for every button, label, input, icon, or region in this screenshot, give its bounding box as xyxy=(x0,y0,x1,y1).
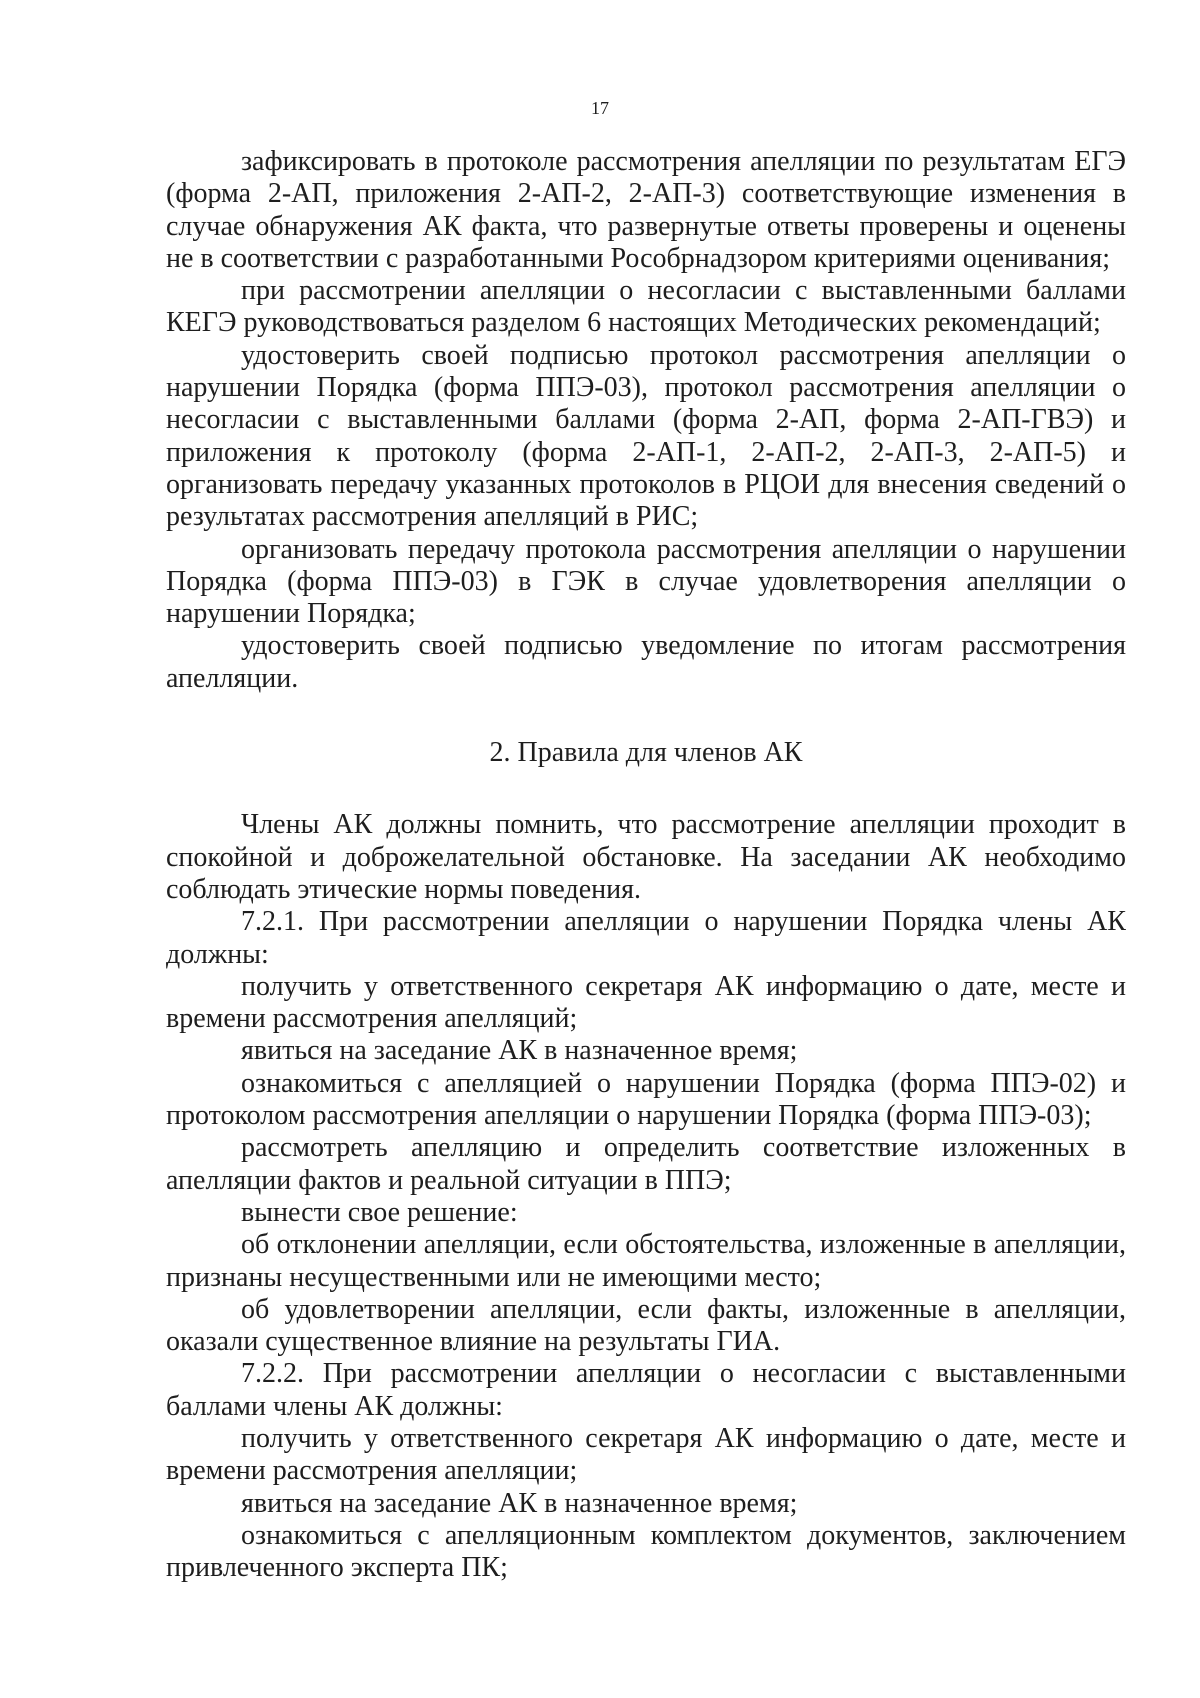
paragraph: удостоверить своей подписью уведомление по итогам рассмотрения апелляции. xyxy=(166,630,1126,694)
paragraph: при рассмотрении апелляции о несогласии с выставленными баллами КЕГЭ руководствоваться разделом 6 настоящих Методических рекомендаций; xyxy=(166,275,1126,339)
section-heading: 2. Правила для членов АК xyxy=(489,737,803,769)
paragraph: ознакомиться с апелляционным комплектом документов, заключением привлеченного эксперта ПК; xyxy=(166,1519,1126,1584)
paragraph: получить у ответственного секретаря АК информацию о дате, месте и времени рассмотрения апелляций; xyxy=(166,970,1126,1035)
paragraph: вынести свое решение: xyxy=(241,1196,518,1228)
paragraph: 7.2.2. При рассмотрении апелляции о несогласии с выставленными баллами члены АК должны: xyxy=(166,1358,1126,1422)
paragraph: ознакомиться с апелляцией о нарушении Порядка (форма ППЭ-02) и протоколом рассмотрения апелляции о нарушении Порядка (форма ППЭ-03); xyxy=(166,1067,1126,1132)
paragraph: получить у ответственного секретаря АК информацию о дате, месте и времени рассмотрения апелляции; xyxy=(166,1422,1126,1487)
paragraph: явиться на заседание АК в назначенное время; xyxy=(241,1487,798,1519)
paragraph: Члены АК должны помнить, что рассмотрение апелляции проходит в спокойной и доброжелательной обстановке. На заседании АК необходимо соблюдать этические нормы поведения. xyxy=(166,809,1126,905)
paragraph: об удовлетворении апелляции, если факты, изложенные в апелляции, оказали существенное влияние на результаты ГИА. xyxy=(166,1293,1126,1358)
paragraph: об отклонении апелляции, если обстоятельства, изложенные в апелляции, признаны несущественными или не имеющими место; xyxy=(166,1229,1126,1293)
paragraph: организовать передачу протокола рассмотрения апелляции о нарушении Порядка (форма ППЭ-03) в ГЭК в случае удовлетворения апелляции о нарушении Порядка; xyxy=(166,533,1126,630)
paragraph: 7.2.1. При рассмотрении апелляции о нарушении Порядка члены АК должны: xyxy=(166,906,1126,970)
page-number: 17 xyxy=(591,98,609,118)
paragraph: удостоверить своей подписью протокол рассмотрения апелляции о нарушении Порядка (форма ППЭ-03), протокол рассмотрения апелляции о несогласии с выставленными баллами (форма 2-АП, форма 2-АП-ГВЭ) и приложения к протоколу (форма 2-АП-1, 2-АП-2, 2-АП-3, 2-АП-5) и организовать передачу указанных протоколов в РЦОИ для внесения сведений о результатах рассмотрения апелляций в РИС; xyxy=(166,339,1126,533)
paragraph: рассмотреть апелляцию и определить соответствие изложенных в апелляции фактов и реальной ситуации в ППЭ; xyxy=(166,1132,1126,1196)
document-body xyxy=(166,146,1126,1584)
paragraph: зафиксировать в протоколе рассмотрения апелляции по результатам ЕГЭ (форма 2-АП, приложения 2-АП-2, 2-АП-3) соответствующие изменения в случае обнаружения АК факта, что развернутые ответы проверены и оценены не в соответствии с разработанными Рособрнадзором критериями оценивания; xyxy=(166,146,1126,274)
paragraph: явиться на заседание АК в назначенное время; xyxy=(241,1035,798,1067)
